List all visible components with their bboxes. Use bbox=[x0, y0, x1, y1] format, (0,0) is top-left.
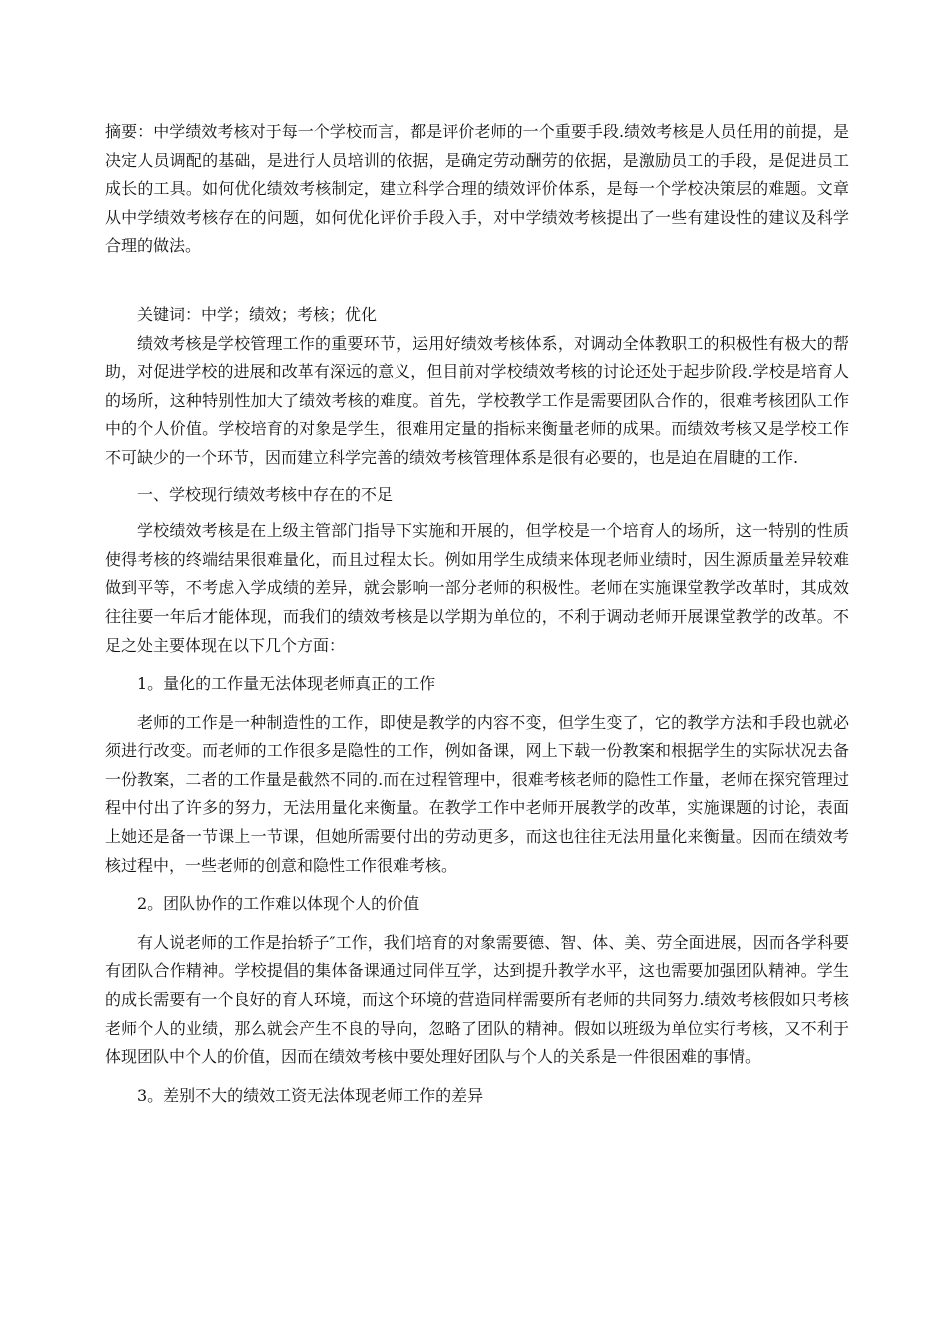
section1-paragraph: 学校绩效考核是在上级主管部门指导下实施和开展的，但学校是一个培育人的场所，这一特别的性质使得考核的终端结果很难量化，而且过程太长。例如用学生成绩来体现老师业绩时，因生源质量差异较难做到平等，不考虑入学成绩的差异，就会影响一部分老师的积极性。老师在实施课堂教学改革时，其成效往往要一年后才能体现，而我们的绩效考核是以学期为单位的，不利于调动老师开展课堂教学的改革。不足之处主要体现在以下几个方面： bbox=[105, 521, 849, 655]
intro-paragraph: 绩效考核是学校管理工作的重要环节，运用好绩效考核体系，对调动全体教职工的积极性有极大的帮助，对促进学校的进展和改革有深远的意义，但目前对学校绩效考核的讨论还处于起步阶段.学校是培育人的场所，这种特别性加大了绩效考核的难度。首先，学校教学工作是需要团队合作的，很难考核团队工作中的个人价值。学校培育的对象是学生，很难用定量的指标来衡量老师的成果。而绩效考核又是学校工作不可缺少的一个环节，因而建立科学完善的绩效考核管理体系是很有必要的，也是迫在眉睫的工作. bbox=[105, 333, 849, 467]
document-body bbox=[105, 118, 849, 1110]
abstract-paragraph: 摘要：中学绩效考核对于每一个学校而言，都是评价老师的一个重要手段.绩效考核是人员任用的前提，是决定人员调配的基础，是进行人员培训的依据，是确定劳动酬劳的依据，是激励员工的手段，是促进员工成长的工具。如何优化绩效考核制定，建立科学合理的绩效评价体系，是每一个学校决策层的难题。文章从中学绩效考核存在的问题，如何优化评价手段入手，对中学绩效考核提出了一些有建设性的建议及科学合理的做法。 bbox=[105, 122, 849, 256]
section1-heading: 一、学校现行绩效考核中存在的不足 bbox=[137, 484, 394, 504]
item1-paragraph: 老师的工作是一种制造性的工作，即使是教学的内容不变，但学生变了，它的教学方法和手段也就必须进行改变。而老师的工作很多是隐性的工作，例如备课，网上下载一份教案和根据学生的实际状况去备一份教案，二者的工作量是截然不同的.而在过程管理中，很难考核老师的隐性工作量，老师在探究管理过程中付出了许多的努力，无法用量化来衡量。在教学工作中老师开展教学的改革，实施课题的讨论，表面上她还是备一节课上一节课，但她所需要付出的劳动更多，而这也往往无法用量化来衡量。因而在绩效考核过程中，一些老师的创意和隐性工作很难考核。 bbox=[105, 712, 849, 875]
item1-heading: 1。量化的工作量无法体现老师真正的工作 bbox=[137, 674, 436, 694]
keywords-line: 关键词：中学；绩效；考核；优化 bbox=[137, 304, 378, 324]
item3-heading: 3。差别不大的绩效工资无法体现老师工作的差异 bbox=[137, 1085, 484, 1105]
item2-paragraph: 有人说老师的工作是抬轿子″工作，我们培育的对象需要德、智、体、美、劳全面进展，因而各学科要有团队合作精神。学校提倡的集体备课通过同伴互学，达到提升教学水平，这也需要加强团队精神。学生的成长需要有一个良好的育人环境，而这个环境的营造同样需要所有老师的共同努力.绩效考核假如只考核老师个人的业绩，那么就会产生不良的导向，忽略了团队的精神。假如以班级为单位实行考核，又不利于体现团队中个人的价值，因而在绩效考核中要处理好团队与个人的关系是一件很困难的事情。 bbox=[105, 932, 849, 1067]
item2-heading: 2。团队协作的工作难以体现个人的价值 bbox=[137, 894, 420, 914]
